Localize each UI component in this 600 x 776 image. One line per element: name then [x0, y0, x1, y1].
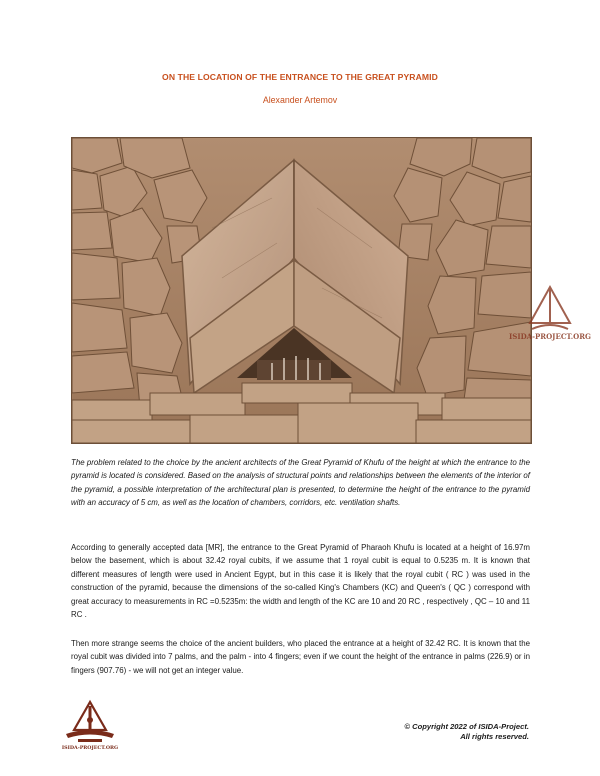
copyright-line-2: All rights reserved. [460, 732, 529, 741]
body-paragraph-1: According to generally accepted data [MR], the entrance to the Great Pyramid of Pharaoh Khufu is located at a height of 16.97m below the basement, which is about 32.42 royal cubits, if we assume that 1 royal cubit is equal to 0.5235 m. It is known that different measures of length were used in Ancient Egypt, but in this case it is likely that the royal cubit ( RC ) was used in the construction of the pyramid, because the dimensions of the so-called King's Chambers (KC) and Queen's ( QC ) correspond with great accuracy to measurements in RC =0.5235m: the width and length of the KC are 10 and 20 RC , respectively , QC – 10 and 11 RC . [71, 542, 530, 619]
footer-logo-url: ISIDA-PROJECT.ORG [61, 745, 119, 751]
watermark-logo [510, 283, 590, 345]
watermark-text: ISIDA-PROJECT.ORG [508, 332, 592, 341]
copyright-notice [404, 722, 529, 742]
abstract-paragraph: The problem related to the choice by the ancient architects of the Great Pyramid of Khufu of the height at which the entrance to the pyramid is located is considered. Based on the analysis of structural points and relationships between the elements of the interior of the pyramid, a possible interpretation of the architectural plan is presented, to determine the height of the entrance to the pyramid with an accuracy of 5 cm, as well as the location of chambers, corridors, etc. ventilation shafts. [71, 457, 530, 508]
pyramid-logo-icon [510, 283, 590, 345]
body-paragraph-2: Then more strange seems the choice of the ancient builders, who placed the entrance at a height of 32.42 RC. It is known that the royal cubit was divided into 7 palms, and the palm - into 4 fingers; even if we count the height of the entrance in palms (226.9) or in fingers (907.76) - we will not get an integer value. [71, 638, 530, 675]
isida-logo-icon [62, 700, 118, 748]
copyright-line-1: © Copyright 2022 of ISIDA-Project. [404, 722, 529, 731]
document-title: ON THE LOCATION OF THE ENTRANCE TO THE GREAT PYRAMID [162, 72, 438, 82]
pyramid-entrance-photo [71, 137, 592, 444]
pyramid-entrance-illustration [72, 138, 531, 443]
document-author: Alexander Artemov [262, 95, 338, 105]
